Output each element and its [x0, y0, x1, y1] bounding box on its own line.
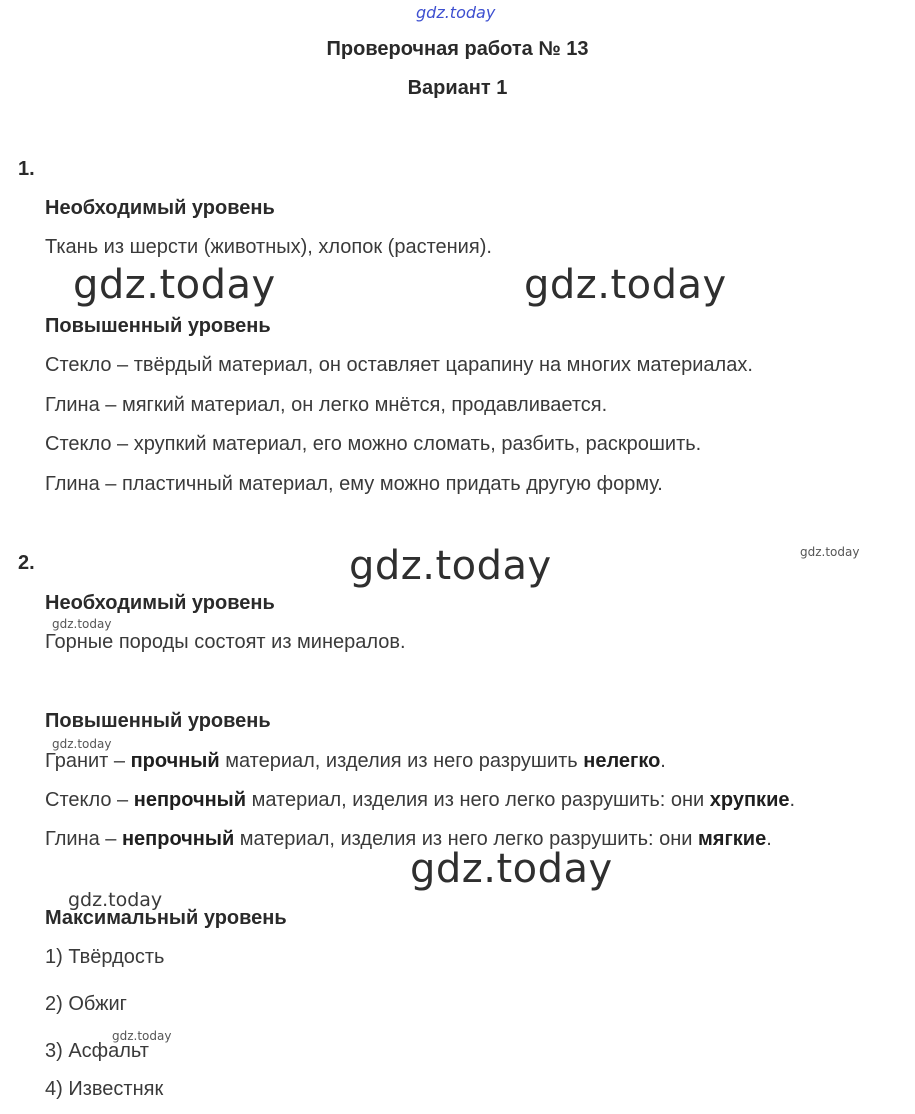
task-1-advanced-label: Повышенный уровень: [45, 315, 271, 337]
task-2-advanced-line: Глина – непрочный материал, изделия из него легко разрушить: они мягкие.: [45, 828, 772, 850]
task-2-advanced-line: Стекло – непрочный материал, изделия из него легко разрушить: они хрупкие.: [45, 789, 796, 811]
watermark: gdz.today: [68, 889, 163, 911]
task-1-number: 1.: [18, 158, 35, 180]
task-2-basic-text: Горные породы состоят из минералов.: [45, 631, 406, 653]
page-title: Проверочная работа № 13: [326, 38, 589, 60]
task-1-basic-text: Ткань из шерсти (животных), хлопок (растения).: [45, 236, 492, 258]
task-2-max-item: 4) Известняк: [45, 1078, 164, 1100]
task-1-advanced-line: Глина – пластичный материал, ему можно придать другую форму.: [45, 473, 663, 495]
task-2-advanced-label: Повышенный уровень: [45, 710, 271, 732]
variant-title: Вариант 1: [407, 77, 508, 99]
watermark: gdz.today: [524, 262, 727, 308]
watermark: gdz.today: [73, 262, 276, 308]
task-1-advanced-line: Глина – мягкий материал, он легко мнётся, продавливается.: [45, 394, 608, 416]
task-2-number: 2.: [18, 552, 35, 574]
watermark: gdz.today: [52, 737, 112, 751]
task-2-max-item: 2) Обжиг: [45, 993, 127, 1015]
task-1-advanced-line: Стекло – твёрдый материал, он оставляет царапину на многих материалах.: [45, 354, 753, 376]
task-2-max-item: 1) Твёрдость: [45, 946, 165, 968]
task-2-max-item: 3) Асфальт: [45, 1040, 149, 1062]
task-2-basic-label: Необходимый уровень: [45, 592, 275, 614]
watermark-top: gdz.today: [416, 3, 496, 22]
watermark: gdz.today: [800, 545, 860, 559]
task-1-basic-label: Необходимый уровень: [45, 197, 275, 219]
task-2-max-label: Максимальный уровень: [45, 907, 287, 929]
task-2-advanced-line: Гранит – прочный материал, изделия из него разрушить нелегко.: [45, 750, 666, 772]
watermark: gdz.today: [349, 543, 552, 589]
watermark: gdz.today: [52, 617, 112, 631]
watermark: gdz.today: [112, 1029, 172, 1043]
task-1-advanced-line: Стекло – хрупкий материал, его можно сломать, разбить, раскрошить.: [45, 433, 702, 455]
watermark: gdz.today: [410, 846, 613, 892]
